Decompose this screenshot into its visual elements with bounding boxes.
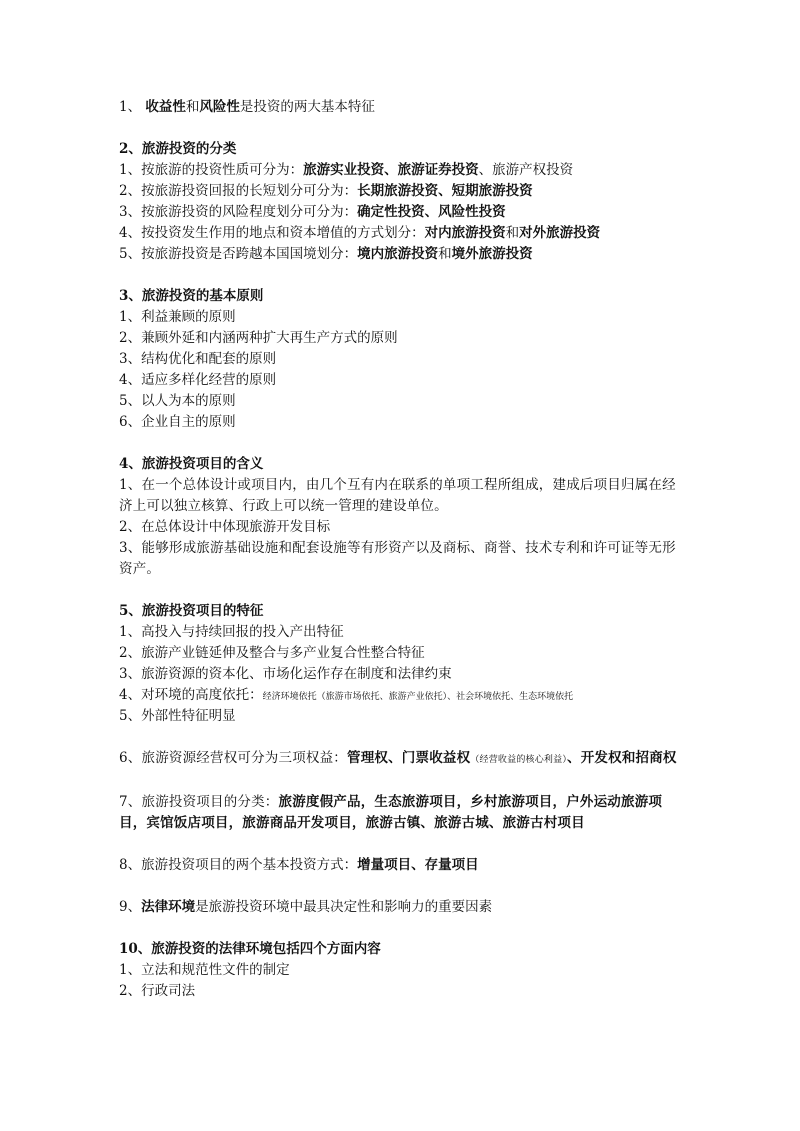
- item-prefix: 3、按旅游投资的风险程度划分可分为：: [119, 204, 358, 220]
- statement-1-risk: 风险性: [199, 99, 240, 115]
- section-2-title: 2、旅游投资的分类: [119, 141, 237, 157]
- section-3-item: 1、利益兼顾的原则: [119, 309, 236, 325]
- statement-bold: 增量项目、存量项目: [357, 857, 479, 873]
- section-3-title: 3、旅游投资的基本原则: [119, 288, 264, 304]
- section-2-item-4: [119, 223, 684, 244]
- section-10-item: 2、行政司法: [119, 983, 196, 999]
- item-bold: 旅游实业投资、旅游证券投资: [303, 162, 479, 178]
- item-prefix: 4、按投资发生作用的地点和资本增值的方式划分：: [119, 225, 425, 241]
- item-bold: 确定性投资、风险性投资: [357, 204, 506, 220]
- statement-bold: 旅游度假产品，生态旅游项目，乡村旅游项目，户外运动旅游项目，宾馆饭店项目，旅游商品开发项目，旅游古镇、旅游古城、旅游古村项目: [119, 794, 663, 831]
- spacer: [119, 118, 684, 139]
- item-plain: 旅游产权投资: [492, 162, 574, 178]
- statement-7: [119, 792, 684, 834]
- section-5-item-4: [119, 685, 684, 706]
- section-4-paragraph-3: 3、能够形成旅游基础设施和配套设施等有形资产以及商标、商誉、技术专利和许可证等无形资产。: [119, 540, 676, 577]
- spacer: [119, 265, 684, 286]
- section-3-item: 4、适应多样化经营的原则: [119, 372, 277, 388]
- statement-1: [119, 97, 684, 118]
- item-bold-2: 境外旅游投资: [451, 246, 533, 262]
- item-bold-2: 对外旅游投资: [519, 225, 601, 241]
- section-2-item-5: [119, 244, 684, 265]
- statement-bold: 法律环境: [141, 899, 196, 915]
- item-prefix: 1、按旅游的投资性质可分为：: [119, 162, 304, 178]
- section-10-title: 10、旅游投资的法律环境包括四个方面内容: [119, 941, 381, 957]
- document-page: [119, 97, 684, 1002]
- spacer: [119, 727, 684, 748]
- section-3-item: 6、企业自主的原则: [119, 414, 236, 430]
- spacer: [119, 834, 684, 855]
- item-sep: 、: [478, 162, 493, 178]
- section-2-item-1: [119, 160, 684, 181]
- statement-prefix: 8、旅游投资项目的两个基本投资方式：: [119, 857, 358, 873]
- section-5-item-2: 2、旅游产业链延伸及整合与多产业复合性整合特征: [119, 645, 425, 661]
- statement-rest: 是旅游投资环境中最具决定性和影响力的重要因素: [195, 899, 493, 915]
- item-small-note: 经济环境依托（旅游市场依托、旅游产业依托）、社会环境依托、生态环境依托: [262, 692, 574, 702]
- item-bold: 对内旅游投资: [424, 225, 506, 241]
- section-5-item-3: 3、旅游资源的资本化、市场化运作存在制度和法律约束: [119, 666, 452, 682]
- section-2-item-2: [119, 181, 684, 202]
- statement-1-and: 和: [185, 99, 200, 115]
- spacer: [119, 876, 684, 897]
- section-5-item-1: 1、高投入与持续回报的投入产出特征: [119, 624, 344, 640]
- section-4-title: 4、旅游投资项目的含义: [119, 456, 264, 472]
- section-5-title: 5、旅游投资项目的特征: [119, 603, 264, 619]
- statement-1-profitability: 收益性: [145, 99, 186, 115]
- item-prefix: 2、按旅游投资回报的长短划分可分为：: [119, 183, 358, 199]
- spacer: [119, 580, 684, 601]
- item-mid: 和: [505, 225, 520, 241]
- section-4-paragraph-2: 2、在总体设计中体现旅游开发目标: [119, 519, 331, 535]
- statement-small-note: （经营收益的核心利益）: [470, 755, 568, 765]
- section-5-item-5: 5、外部性特征明显: [119, 708, 236, 724]
- section-3-item: 3、结构优化和配套的原则: [119, 351, 277, 367]
- section-3-item: 5、以人为本的原则: [119, 393, 236, 409]
- section-4-paragraph-1: 1、在一个总体设计或项目内，由几个互有内在联系的单项工程所组成，建成后项目归属在经济上可以独立核算、行政上可以统一管理的建设单位。: [119, 477, 676, 514]
- statement-prefix: 7、旅游投资项目的分类：: [119, 794, 279, 810]
- statement-prefix: 6、旅游资源经营权可分为三项权益：: [119, 750, 347, 766]
- statement-bold: 管理权、门票收益权: [347, 750, 471, 766]
- statement-8: [119, 855, 684, 876]
- statement-1-number: 1、: [119, 99, 142, 115]
- section-10-item: 1、立法和规范性文件的制定: [119, 962, 290, 978]
- item-prefix: 4、对环境的高度依托：: [119, 687, 263, 703]
- section-2-item-3: [119, 202, 684, 223]
- spacer: [119, 918, 684, 939]
- spacer: [119, 433, 684, 454]
- item-prefix: 5、按旅游投资是否跨越本国国境划分：: [119, 246, 358, 262]
- spacer: [119, 771, 684, 792]
- item-mid: 和: [438, 246, 452, 262]
- statement-6: [119, 748, 684, 771]
- statement-bold-2: 、开发权和招商权: [567, 750, 677, 766]
- statement-number: 9、: [119, 899, 142, 915]
- statement-1-rest: 是投资的两大基本特征: [239, 99, 375, 115]
- section-3-item: 2、兼顾外延和内涵两种扩大再生产方式的原则: [119, 330, 398, 346]
- statement-9: [119, 897, 684, 918]
- item-bold: 境内旅游投资: [357, 246, 439, 262]
- item-bold: 长期旅游投资、短期旅游投资: [357, 183, 533, 199]
